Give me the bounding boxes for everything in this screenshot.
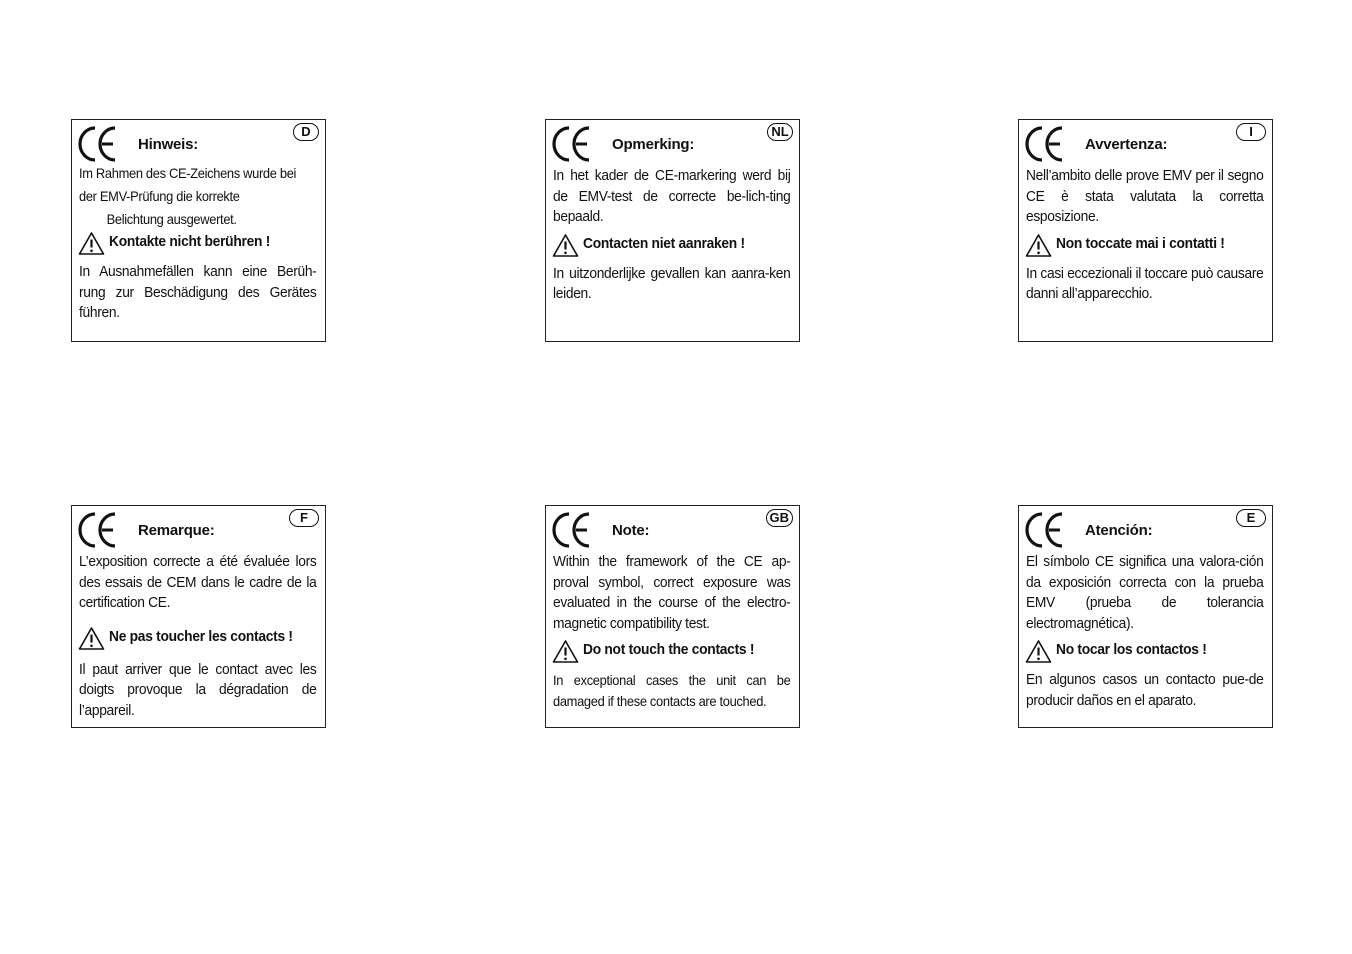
- notice-body: L’exposition correcte a été évaluée lors des essais de CEM dans le cadre de la certification CE.: [79, 553, 317, 611]
- ce-mark-icon: [78, 511, 120, 549]
- language-badge: D: [293, 123, 319, 141]
- notice-nl: [545, 119, 800, 342]
- language-badge: E: [1236, 509, 1266, 527]
- notice-title: Avvertenza:: [1085, 136, 1168, 153]
- notice-body: El símbolo CE significa una valora-ción da exposición correcta con la prueba EMV (prueba de tolerancia electromagnética).: [1026, 553, 1264, 632]
- notice-fr: [71, 505, 326, 728]
- notice-header: [1026, 506, 1265, 552]
- warning-triangle-icon: [1025, 233, 1052, 258]
- warning-text: Il paut arriver que le contact avec les doigts provoque la dégradation de l’appareil.: [79, 660, 317, 719]
- notice-de: [71, 119, 326, 342]
- warning-triangle-icon: [552, 233, 579, 258]
- language-badge: I: [1236, 123, 1266, 141]
- warning-title: No tocar los contactos !: [1056, 641, 1207, 658]
- warning-title: Do not touch the contacts !: [583, 641, 755, 658]
- warning-text: En algunos casos un contacto pue-de producir daños en el aparato.: [1026, 671, 1264, 709]
- warning-triangle-icon: [1025, 639, 1052, 664]
- warning-triangle-icon: [78, 626, 105, 651]
- notice-body-line: Im Rahmen des CE-Zeichens wurde bei: [79, 165, 297, 181]
- ce-mark-icon: [78, 125, 120, 163]
- language-badge: F: [289, 509, 319, 527]
- warning-title: Contacten niet aanraken !: [583, 234, 745, 252]
- warning-heading: [1026, 233, 1265, 260]
- warning-text: In exceptional cases the unit can be damaged if these contacts are touched.: [553, 672, 791, 709]
- language-badge: GB: [766, 509, 794, 527]
- notice-header: [79, 506, 318, 552]
- ce-mark-icon: [552, 125, 594, 163]
- notice-header: [553, 120, 792, 166]
- warning-heading: [1026, 639, 1265, 666]
- notice-body-line: der EMV-Prüfung die korrekte: [79, 188, 240, 204]
- notice-gb: [545, 505, 800, 728]
- warning-heading: [553, 639, 792, 666]
- warning-title: Kontakte nicht berühren !: [109, 233, 271, 250]
- warning-title: Non toccate mai i contatti !: [1056, 234, 1225, 252]
- warning-heading: [79, 231, 318, 258]
- notice-title: Hinweis:: [138, 136, 199, 153]
- notice-body-line: Belichtung ausgewertet.: [106, 211, 237, 227]
- warning-text: In Ausnahmefällen kann eine Berüh-rung zur Beschädigung des Gerätes führen.: [79, 263, 317, 321]
- notice-it: [1018, 119, 1273, 342]
- warning-triangle-icon: [78, 231, 105, 256]
- notice-header: [79, 120, 318, 162]
- language-badge: NL: [767, 123, 793, 141]
- notice-header: [1026, 120, 1265, 166]
- warning-title: Ne pas toucher les contacts !: [109, 627, 293, 645]
- notice-title: Opmerking:: [612, 136, 695, 153]
- notice-es: [1018, 505, 1273, 728]
- warning-heading: [79, 626, 318, 653]
- notice-title: Remarque:: [138, 522, 215, 539]
- ce-mark-icon: [552, 511, 594, 549]
- notice-body: In het kader de CE-markering werd bij de EMV-test de correcte be-lich-ting bepaald.: [553, 167, 791, 225]
- notice-body: Nell’ambito delle prove EMV per il segno CE è stata valutata la corretta esposizione.: [1026, 167, 1264, 225]
- notice-header: [553, 506, 792, 552]
- warning-triangle-icon: [552, 639, 579, 664]
- warning-text: In uitzonderlijke gevallen kan aanra-ken leiden.: [553, 264, 791, 302]
- warning-heading: [553, 233, 792, 260]
- ce-mark-icon: [1025, 125, 1067, 163]
- notice-body: Within the framework of the CE ap-proval symbol, correct exposure was evaluated in the course of the electro-magnetic compatibility test.: [553, 553, 791, 632]
- warning-text: In casi eccezionali il toccare può causare danni all’apparecchio.: [1026, 264, 1264, 302]
- notice-title: Note:: [612, 522, 650, 539]
- notice-title: Atención:: [1085, 522, 1153, 539]
- ce-mark-icon: [1025, 511, 1067, 549]
